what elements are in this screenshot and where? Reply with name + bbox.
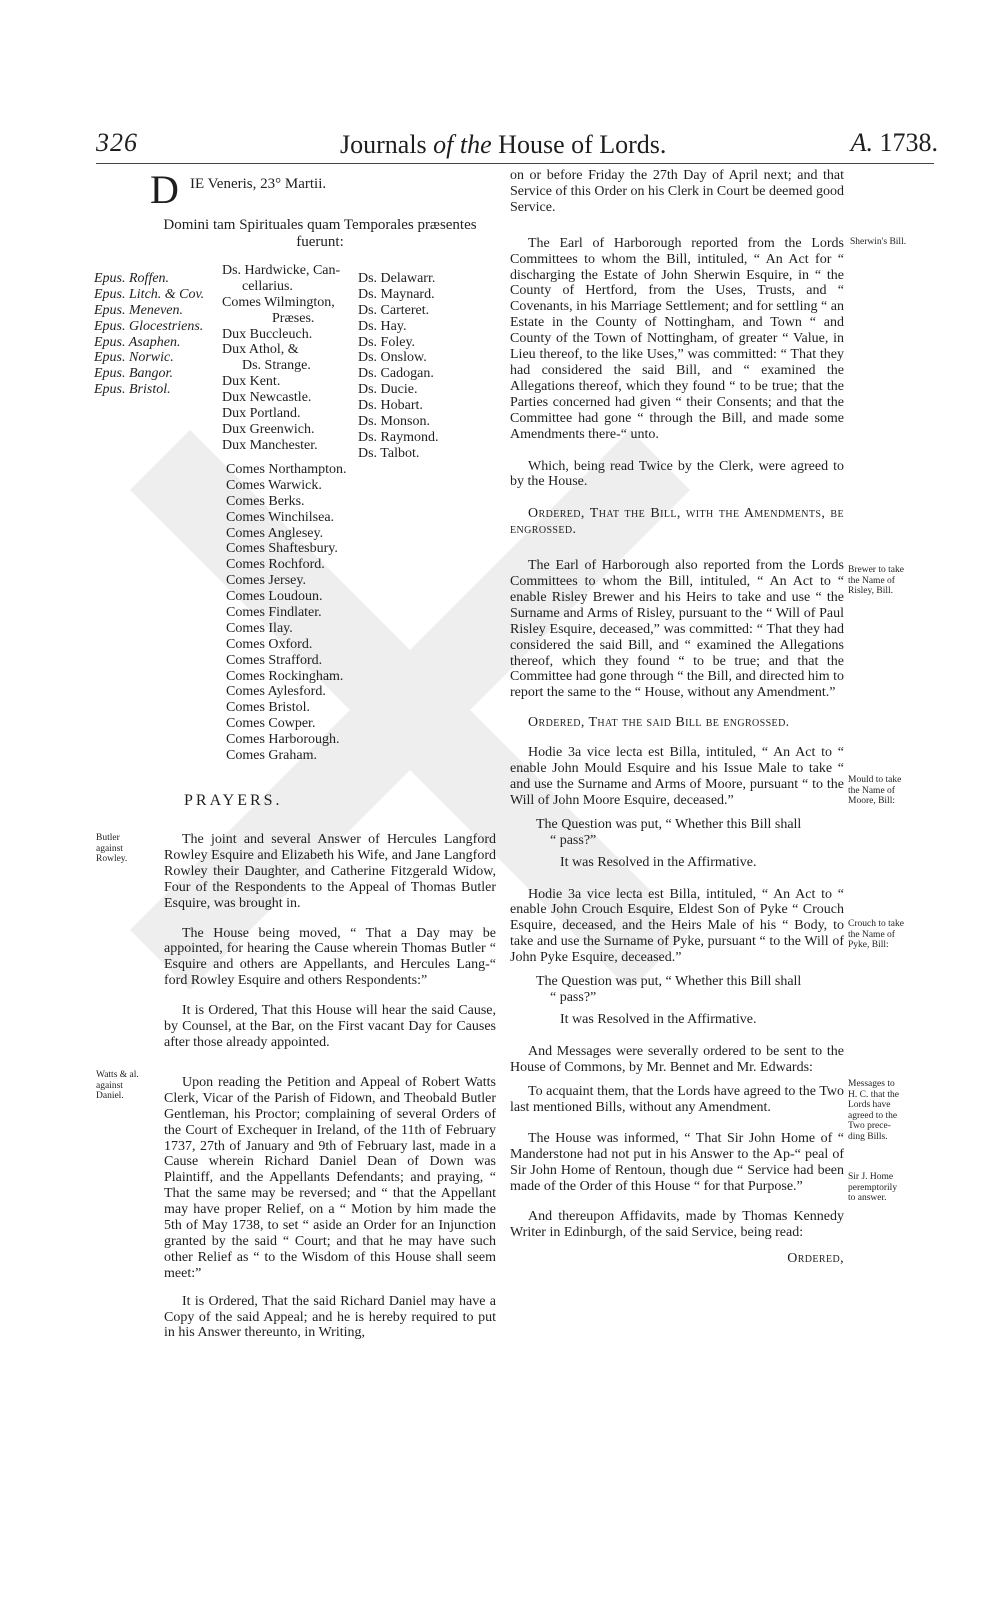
list-item: Comes Northampton. [226,462,347,477]
margin-line: the Name of [848,929,895,940]
question-line: “ pass?” [550,832,597,848]
list-item: Dux Portland. [222,406,301,422]
margin-note-sherwin [850,237,916,248]
list-item: Comes Graham. [226,748,317,764]
daniel-order-paragraph: It is Ordered, That the said Richard Daniel may have a Copy of the said Appeal; and he is hereby required to put in his Answer thereunto, in Writing, [164,1293,496,1341]
question-line: The Question was put, “ Whether this Bill shall [536,974,802,990]
margin-line: Mould to take [848,775,902,785]
continuation-paragraph: on or before Friday the 27th Day of April next; and that Service of this Order on his Clerk in Court be deemed good Service. [510,168,844,215]
margin-note-crouch [848,919,914,951]
margin-line: against [96,1080,123,1091]
watts-petition-paragraph: Upon reading the Petition and Appeal of Robert Watts Clerk, Vicar of the Parish of Fidown, and Theobald Butler Gentleman, his Proctor; complaining of several Orders of the Court of Exchequer in Ireland, of the 11th of February 1737, 27th of January and 9th of February last, made in a Cause wherein Richard Daniel Dean of Down was Plaintiff, and the Appellants Defendants; and praying, “ That the same may be reversed; and “ that the Appellant may have proper Relief, on a “ Motion by him made the 5th of May 1738, to set “ aside an Order for an Injunction granted by the said “ Court; and that he may have such other Relief as “ to the Wisdom of this House shall seem meet:” [164,1074,496,1281]
list-item: Comes Findlater. [226,605,322,621]
list-item: Comes Jersey. [226,573,306,589]
list-item: Ds. Monson. [358,414,430,430]
list-item: Epus. Asaphen. [94,334,181,350]
list-item: Ds. Foley. [358,334,416,350]
margin-note-watts [96,1070,162,1102]
list-item: Epus. Norwic. [94,350,174,366]
bishops-list [94,271,204,398]
resolved-line: It was Resolved in the Affirmative. [560,1011,757,1027]
margin-line: Risley, Bill. [848,586,894,596]
butler-answer-paragraph: The joint and several Answer of Hercules Langford Rowley Esquire and Elizabeth his Wife, and Jane Langford Rowley their Daughter, and Catherine Fitzgerald Widow, Four of the Respondents to the Appeal of Thomas Butler Esquire, was brought in. [164,832,496,911]
list-item: Ds. Hay. [358,318,407,334]
running-head-year [851,128,938,158]
running-head-house: House of Lords. [498,130,667,159]
list-item: Epus. Litch. & Cov. [94,286,205,302]
list-item: Comes Wilmington, [222,294,335,310]
barons-list [358,271,439,462]
header-rule [96,163,934,164]
home-informed-paragraph: The House was informed, “ That Sir John Home of “ Manderstone had not put in his Answer to the Ap-“ peal of Sir John Home of Rentoun, though due “ Service had been made of the Order of this House “ for that Purpose.” [510,1131,844,1195]
list-item: Comes Shaftesbury. [226,541,338,557]
running-head-journals: Journals [340,130,427,159]
list-item: Comes Loudoun. [226,589,323,605]
margin-note-mould [848,775,914,807]
list-item: Ds. Onslow. [358,350,427,366]
margin-line: Two prece- [848,1121,891,1131]
list-item: Ds. Ducie. [358,382,418,398]
list-item: Comes Ilay. [226,620,293,636]
margin-line: Moore, Bill: [848,796,895,806]
list-item: Comes Cowper. [226,716,316,732]
year-prefix: A. [850,128,873,157]
list-item: Comes Bristol. [226,700,311,716]
drop-cap: D [150,167,179,212]
margin-note-butler [96,833,162,865]
messages-paragraph: And Messages were severally ordered to be sent to the House of Commons, by Mr. Bennet and Mr. Edwards: [510,1043,844,1075]
list-item: Ds. Hardwicke, Can- [222,263,341,278]
margin-note-brewer [848,565,914,597]
sherwin-report-paragraph: The Earl of Harborough reported from the Lords Committees to whom the Bill, intituled, “ An Act for “ discharging the Estate of John Sherwin Esquire, in “ the County of Hertford, from the Uses, Trusts, and “ Covenants, in his Marriage Settlement; and for settling “ an Estate in the County of Nottingham, and Town “ and County of the Town of Nottingham, of greater “ Value, in Lieu thereof, to the like Uses,” was committed: “ That they had considered the said Bill, and “ examined the Allegations thereof, which they found “ to be true; that the Parties concerned had given “ their Consents; and that the Committee had gone “ through the Bill, and made some Amendments there-“ unto. [510,235,844,442]
running-head [340,130,666,160]
list-item: Dux Kent. [222,374,281,390]
acquaint-paragraph: To acquaint them, that the Lords have agreed to the Two last mentioned Bills, without any Amendment. [510,1083,844,1115]
margin-note-messages [848,1079,914,1142]
list-item: Ds. Carteret. [358,302,430,318]
list-item: Ds. Talbot. [358,445,420,461]
affidavits-paragraph: And thereupon Affidavits, made by Thomas Kennedy Writer in Edinburgh, of the said Service, being read: [510,1209,844,1240]
present-line-2: fuerunt: [296,234,344,250]
margin-line: Crouch to take [848,919,904,929]
margin-line: Daniel. [96,1091,124,1101]
year-value: 1738. [879,128,938,157]
list-item: Ds. Delawarr. [358,271,436,286]
list-item: Ds. Strange. [242,358,311,374]
margin-line: the Name of [848,785,895,796]
margin-line: Butler [96,833,120,843]
present-line-1: Domini tam Spirituales quam Temporales præsentes [163,217,477,233]
margin-line: Pyke, Bill: [848,940,889,950]
margin-line: to answer. [848,1193,887,1203]
margin-line: against [96,843,123,854]
margin-line: Sherwin's Bill. [850,237,907,247]
list-item: cellarius. [242,278,293,294]
ordered-amendments-paragraph: Ordered, That the Bill, with the Amendments, be engrossed. [510,506,844,538]
list-item: Comes Aylesford. [226,684,326,700]
list-item: Dux Newcastle. [222,390,312,406]
list-item: Ds. Maynard. [358,286,435,302]
list-item: Comes Oxford. [226,636,313,652]
mould-bill-paragraph: Hodie 3a vice lecta est Billa, intituled, “ An Act to “ enable John Mould Esquire and his Issue Male to take “ and use the Surname and Arms of Moore, pursuant “ to the Will of John Moore Esquire, deceased.” [510,745,844,808]
house-moved-paragraph: The House being moved, “ That a Day may be appointed, for hearing the Cause wherein Thomas Butler “ Esquire and others are Appellants, and Hercules Lang-“ ford Rowley Esquire and others Respondents:” [164,925,496,989]
resolved-line: It was Resolved in the Affirmative. [560,854,757,870]
list-item: Ds. Raymond. [358,429,439,445]
list-item: Comes Strafford. [226,652,323,668]
question-line: The Question was put, “ Whether this Bill shall [536,816,802,832]
ordered-engrossed-paragraph: Ordered, That the said Bill be engrossed. [528,715,790,731]
catchword: Ordered, [787,1250,844,1266]
list-item: Dux Manchester. [222,437,318,453]
crouch-bill-paragraph: Hodie 3a vice lecta est Billa, intituled, “ An Act to “ enable John Crouch Esquire, Eldest Son of Pyke “ Crouch Esquire, deceased, and the Heirs Male of his “ Body, to take and use the Surname of Pyke, pursuant “ to the Will of John Pyke Esquire, deceased.” [510,886,844,966]
margin-line: Sir J. Home [848,1172,894,1182]
list-item: Comes Rochford. [226,557,325,573]
list-item: Comes Berks. [226,493,305,509]
margin-line: Brewer to take [848,565,904,575]
running-head-the: the [459,130,492,159]
list-item: Epus. Bangor. [94,366,173,382]
list-item: Comes Warwick. [226,477,322,493]
list-item: Dux Buccleuch. [222,326,313,342]
list-item: Comes Harborough. [226,732,340,748]
list-item: Epus. Meneven. [94,302,184,318]
margin-line: Rowley. [96,854,128,864]
list-item: Epus. Roffen. [94,271,170,286]
margin-line: agreed to the [848,1110,898,1121]
list-item: Dux Greenwich. [222,421,315,437]
prayers-heading: PRAYERS. [184,792,283,809]
read-twice-paragraph: Which, being read Twice by the Clerk, were agreed to by the House. [510,458,844,490]
left-column-lower [164,832,496,1341]
earls-list [226,462,347,764]
right-column [510,168,844,1267]
list-item: Ds. Cadogan. [358,366,434,382]
margin-line: the Name of [848,575,895,586]
margin-line: Messages to [848,1079,895,1089]
list-item: Ds. Hobart. [358,398,423,414]
list-item: Comes Rockingham. [226,668,344,684]
list-item: Comes Winchilsea. [226,509,335,525]
margin-note-home [848,1172,914,1204]
page-number: 326 [96,128,138,157]
margin-line: Watts & al. [96,1070,139,1080]
margin-line: H. C. that the [848,1089,899,1100]
list-item: Epus. Glocestriens. [94,318,204,334]
running-head-of: of [433,130,454,159]
margin-line: ding Bills. [848,1131,888,1142]
list-item: Dux Athol, & [222,342,299,358]
list-item: Comes Anglesey. [226,525,324,541]
margin-line: Lords have [848,1100,891,1110]
list-item: Epus. Bristol. [94,382,171,398]
ordered-hear-paragraph: It is Ordered, That this House will hear the said Cause, by Counsel, at the Bar, on the First vacant Day for Causes after those already appointed. [164,1003,496,1050]
question-line: “ pass?” [550,989,597,1005]
session-date: IE Veneris, 23° Martii. [190,176,327,192]
list-item: Præses. [272,310,315,326]
officers-dukes-list [222,263,340,454]
brewer-report-paragraph: The Earl of Harborough also reported from the Lords Committees to whom the Bill, intituled, “ An Act to “ enable Risley Brewer and his Heirs to take and use “ the Surname and Arms of Risley, pursuant to the “ Will of Paul Risley Esquire, deceased,” was committed: “ That they had considered the said Bill, and “ examined the Allegations thereof, which they found “ to be true; and that the Committee had gone through “ the Bill, and directed him to report the same to the “ House, without any Amendment.” [510,558,844,701]
margin-line: peremptorily [848,1182,898,1193]
